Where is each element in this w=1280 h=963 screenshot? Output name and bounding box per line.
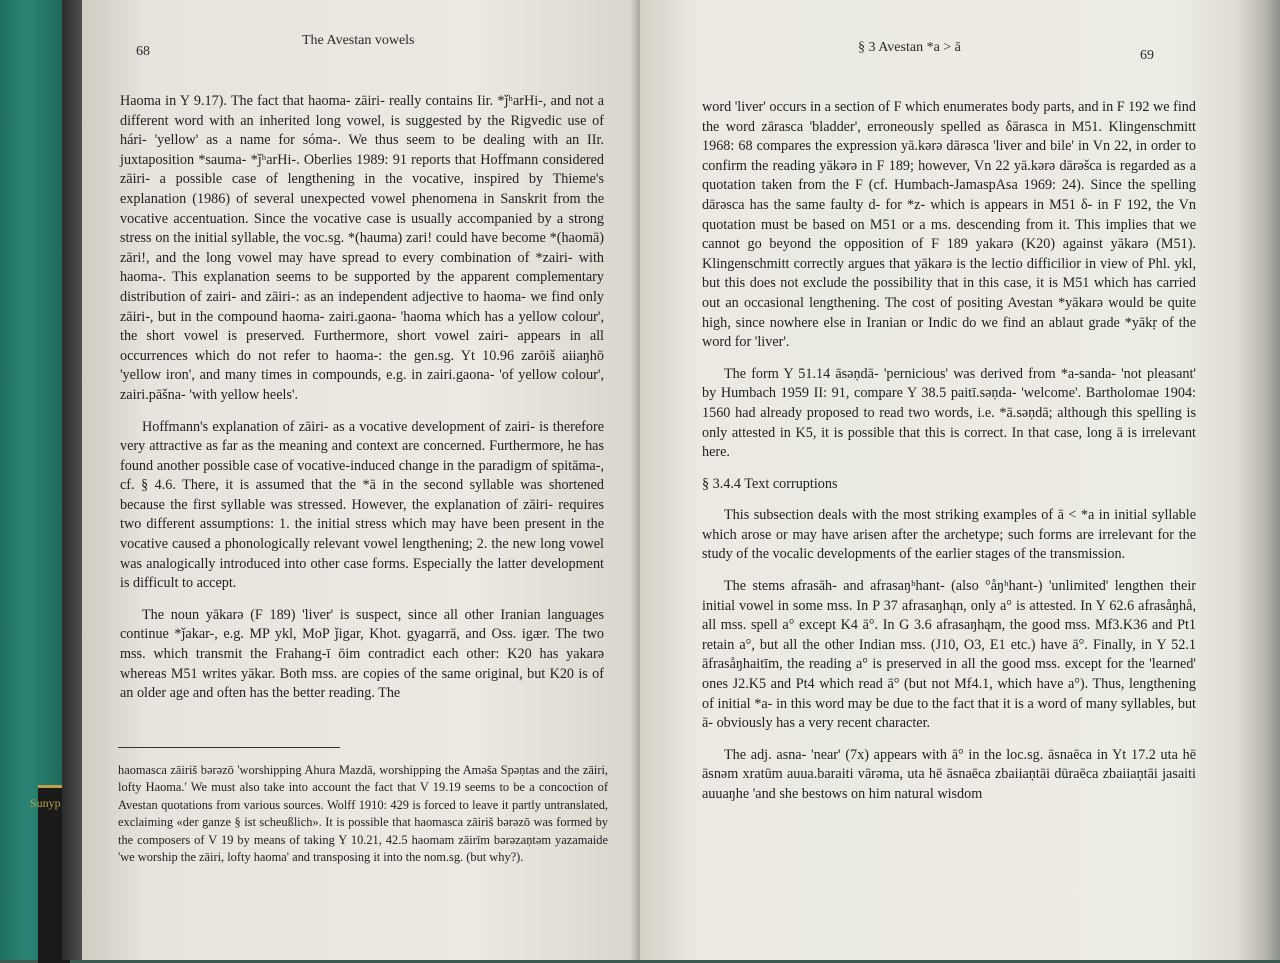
- right-body: [702, 98, 1196, 817]
- section-paragraph-3: The adj. asna- 'near' (7x) appears with ā° in the loc.sg. āsnaēca in Yt 17.2 uta hē āsnəm xratūm auua.baraiti vārəma, uta hē āsnaēca zbaiiaṇtāi dūraēca zbaiiaṇtāi jasaiti auuaŋhe 'and she bestows on him natural wisdom: [702, 746, 1196, 802]
- left-body: [120, 92, 604, 716]
- left-footnote: haomasca zāiriš bərəzō 'worshipping Ahura Mazdā, worshipping the Aməša Spəṇtas and the zāiri, lofty Haoma.' We must also take into account the fact that V 19.19 seems to be a concoction of Avestan quotations from various sources. Wolff 1910: 429 is forced to leave it partly untranslated, exclaiming «der ganze § ist scheußlich». It is possible that haomasca zāiriš bərəzō was formed by the composers of V 19 by means of taking Y 10.21, 42.5 haomam zāirīm bərəzaṇtəm yazamaide 'we worship the zāiri, lofty haoma' and transposing it into the nom.sg. (but why?).: [118, 763, 608, 865]
- footnote-rule: [118, 747, 340, 748]
- left-paragraph-1: Haoma in Y 9.17). The fact that haoma- zāiri- really contains Iir. *ǰʰarHi-, and not a different word with an inherited long vowel, is suggested by the Rigvedic use of hári- 'yellow' as a name for sóma-. We thus seem to be dealing with an IIr. juxtaposition *sauma- *ǰʰarHi-. Oberlies 1989: 91 reports that Hoffmann considered zāiri- a possible case of lengthening in the vocative, inspired by Thieme's explanation (1986) of several unexpected vowel phenomena in Sanskrit from the vocative accentuation. Since the vocative case is usually accompanied by a strong stress on the initial syllable, the voc.sg. *(hauma) zari! could have become *(haomā) zāri!, and the long vowel may have spread to every combination of *zairi- with haoma-. This explanation seems to be supported by the apparent complementary distribution of zairi- and zāiri-: as an independent adjective to haoma- we find only zāiri-, but in the compound haoma- zairi.gaona- 'haoma which has a yellow colour', the short vowel is preserved. Furthermore, short vowel zairi- appears in all occurrences which do not refer to haoma-: the gen.sg. Yt 10.96 zarōiš aiiaŋhō 'yellow iron', and many times in compounds, e.g. in zairi.gaona- 'of yellow colour', zairi.pāšna- 'with yellow heels'.: [120, 93, 604, 403]
- left-page-number: 68: [136, 44, 150, 59]
- left-paragraph-2: Hoffmann's explanation of zāiri- as a vocative development of zairi- is therefore very attractive as far as the meaning and context are concerned. Furthermore, he has found another possible case of vocative-induced change in the paradigm of spitāma-, cf. § 4.6. There, it is assumed that the *ā in the second syllable was shortened because the first syllable was stressed. However, the explanation of zāiri- requires two different assumptions: 1. the initial stress which may have been present in the vocative caused a phonologically relevant vowel lengthening; 2. the new long vowel was analogically introduced into other case forms. Especially the latter development is difficult to accept.: [120, 418, 604, 592]
- left-running-head: The Avestan vowels: [302, 33, 415, 48]
- right-paragraph-2: The form Y 51.14 āsəṇdā- 'pernicious' was derived from *a-sanda- 'not pleasant' by Humbach 1959 II: 91, compare Y 38.5 paitī.səṇda- 'welcome'. Bartholomae 1904: 1560 had already proposed to read two words, i.e. *ā.səṇdā; although this spelling is only attested in K5, it is possible that this is correct. In that case, long ā is irrelevant here.: [702, 365, 1196, 461]
- section-heading: § 3.4.4 Text corruptions: [702, 475, 838, 492]
- spine-text: Sunyp: [30, 796, 61, 810]
- page-stack-edge: [1240, 0, 1280, 960]
- right-paragraph-1: word 'liver' occurs in a section of F which enumerates body parts, and in F 192 we find the word zārasca 'bladder', erroneously spelled as δārasca in M51. Klingenschmitt 1968: 68 compares the expression yā.kərə dārəsca 'liver and bile' in Vn 22, in order to confirm the reading yākərə in F 189; however, Vn 22 yā.kərə dārəšca is regarded as a quotation taken from the F (cf. Humbach-JamaspAsa 1969: 24). Since the spelling dārəsca has the same faulty d- for *z- which is appears in M51 δ- in F 192, the Vn quotation must be based on M51 or a ms. descending from it. This implies that we cannot go beyond the opposition of F 189 yakarə (K20) against yākarə (M51). Klingenschmitt correctly argues that yākarə is the lectio difficilior in view of Phl. ykl, but this does not exclude the possibility that in this case, it is M51 which has carried out an occasional lengthening. The cost of positing Avestan *yākarə would be quite high, since nowhere else in Iranian or Indic do we find an ablaut grade *yākṛ of the word for 'liver'.: [702, 99, 1196, 351]
- right-page-number: 69: [1140, 48, 1154, 63]
- section-paragraph-1: This subsection deals with the most striking examples of ā < *a in initial syllable which arose or may have arisen after the archetype; such forms are irrelevant for the study of the vocalic developments of the earlier stages of the transmission.: [702, 507, 1196, 563]
- right-running-head: § 3 Avestan *a > ā: [858, 40, 961, 55]
- left-paragraph-3: The noun yākarə (F 189) 'liver' is suspect, since all other Iranian languages continue *ǰakar-, e.g. MP ykl, MoP ǰigar, Khot. gyagarrā, and Oss. igær. The two mss. which transmit the Frahang-ī ōim contradict each other: K20 has yakarə whereas M51 writes yākar. Both mss. are copies of the same original, but K20 is of an older age and often has the better reading. The: [120, 606, 604, 702]
- section-paragraph-2: The stems afrasāh- and afrasaŋʰhant- (also °åŋʰhant-) 'unlimited' lengthen their initial vowel in some mss. In P 37 afrasaŋhąn, only a° is attested. In Y 62.6 afrasåŋhå, all mss. spell a° except K4 ā°. In G 3.6 afrasaŋhąm, the good mss. Mf3.K36 and Pt1 retain a°, but all the other Indian mss. (J10, O3, E1 etc.) have ā°. Finally, in Y 52.1 āfrasåŋhaitīm, the reading a° is preserved in all the good mss. except for the 'learned' ones J2.K5 and Pt4 which read ā° (but not Mf4.1, which have a°). Thus, lengthening of initial *a- in this word may be due to the fact that it is a word of many syllables, but ā- obviously has a very recent character.: [702, 578, 1196, 732]
